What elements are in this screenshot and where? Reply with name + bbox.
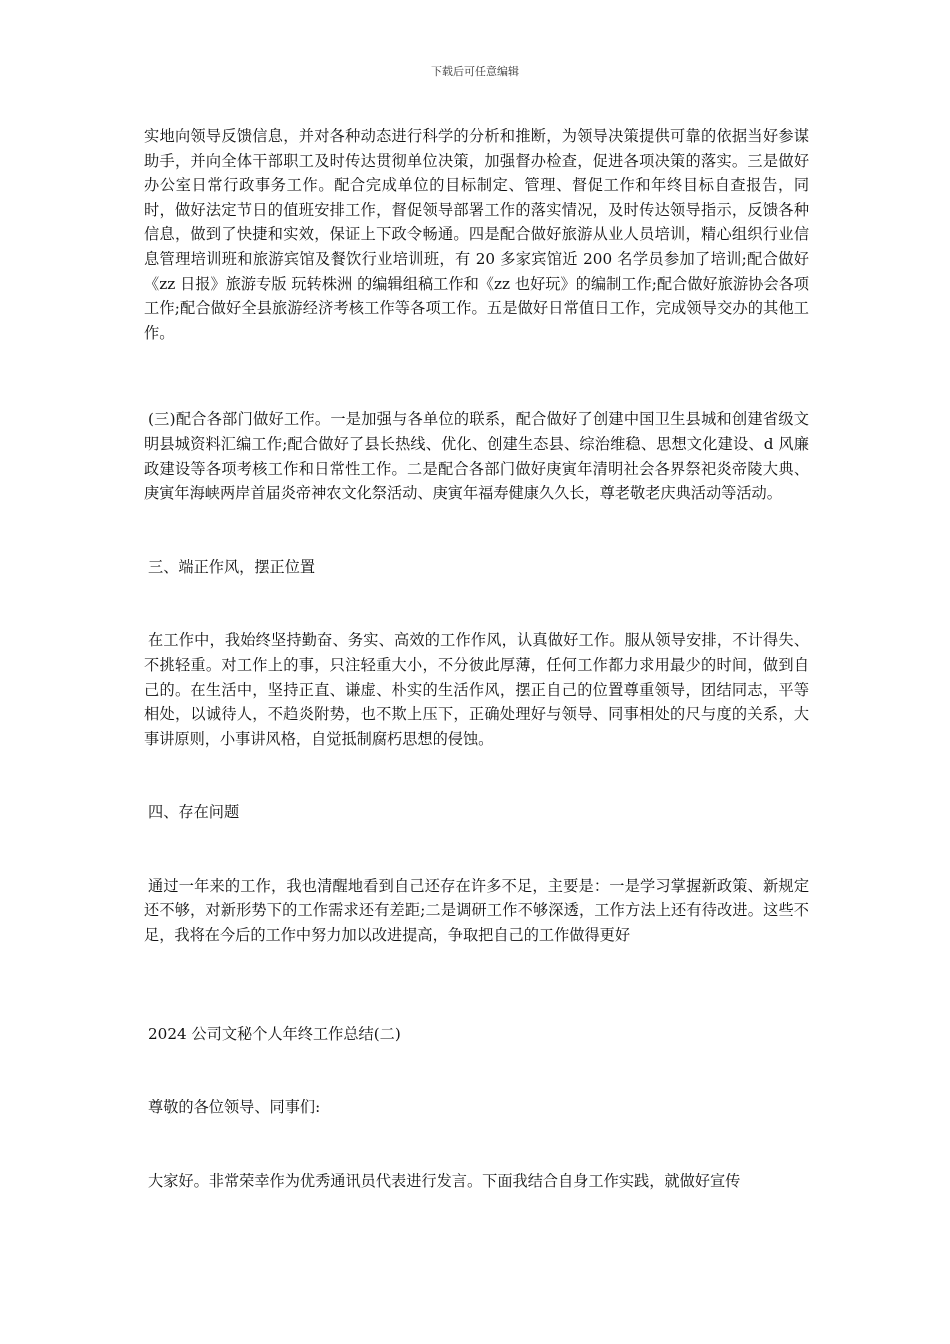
body-paragraph: 通过一年来的工作，我也清醒地看到自己还存在许多不足，主要是：一是学习掌握新政策、新规定还不够，对新形势下的工作需求还有差距;二是调研工作不够深透，工作方法上还有待改进。这些不足，我将在今后的工作中努力加以改进提高，争取把自己的工作做得更好 (144, 876, 809, 945)
body-paragraph: 在工作中，我始终坚持勤奋、务实、高效的工作作风，认真做好工作。服从领导安排，不计得失、不挑轻重。对工作上的事，只注轻重大小，不分彼此厚薄，任何工作都力求用最少的时间，做到自己的。在生活中，坚持正直、谦虚、朴实的生活作风，摆正自己的位置尊重领导，团结同志，平等相处，以诚待人，不趋炎附势，也不欺上压下，正确处理好与领导、同事相处的尺与度的关系，大事讲原则，小事讲风格，自觉抵制腐朽思想的侵蚀。 (144, 631, 809, 748)
section-heading: 四、存在问题 (148, 803, 240, 822)
salutation: 尊敬的各位领导、同事们: (148, 1098, 321, 1117)
body-paragraph: 实地向领导反馈信息，并对各种动态进行科学的分析和推断，为领导决策提供可靠的依据当好参谋助手，并向全体干部职工及时传达贯彻单位决策，加强督办检查，促进各项决策的落实。三是做好办公室日常行政事务工作。配合完成单位的目标制定、管理、督促工作和年终目标自查报告，同时，做好法定节日的值班安排工作，督促领导部署工作的落实情况，及时传达领导指示，反馈各种信息，做到了快捷和实效，保证上下政令畅通。四是配合做好旅游从业人员培训，精心组织行业信息管理培训班和旅游宾馆及餐饮行业培训班，有 20 多家宾馆近 200 名学员参加了培训;配合做好《zz 日报》旅游专版 玩转株洲 的编辑组稿工作和《zz 也好玩》的编制工作;配合做好旅游协会各项工作;配合做好全县旅游经济考核工作等各项工作。五是做好日常值日工作，完成领导交办的其他工作。 (144, 127, 809, 342)
page-header-note: 下载后可任意编辑 (431, 65, 519, 78)
document-body (144, 124, 809, 1193)
body-paragraph: 大家好。非常荣幸作为优秀通讯员代表进行发言。下面我结合自身工作实践，就做好宣传 (148, 1171, 741, 1190)
body-paragraph: (三)配合各部门做好工作。一是加强与各单位的联系，配合做好了创建中国卫生县城和创建省级文明县城资料汇编工作;配合做好了县长热线、优化、创建生态县、综治维稳、思想文化建设、d 风廉政建设等各项考核工作和日常性工作。二是配合各部门做好庚寅年清明社会各界祭祀炎帝陵大典、庚寅年海峡两岸首届炎帝神农文化祭活动、庚寅年福寿健康久久长，尊老敬老庆典活动等活动。 (144, 410, 809, 503)
document-title: 2024 公司文秘个人年终工作总结(二) (148, 1024, 401, 1043)
section-heading: 三、端正作风，摆正位置 (148, 557, 316, 576)
